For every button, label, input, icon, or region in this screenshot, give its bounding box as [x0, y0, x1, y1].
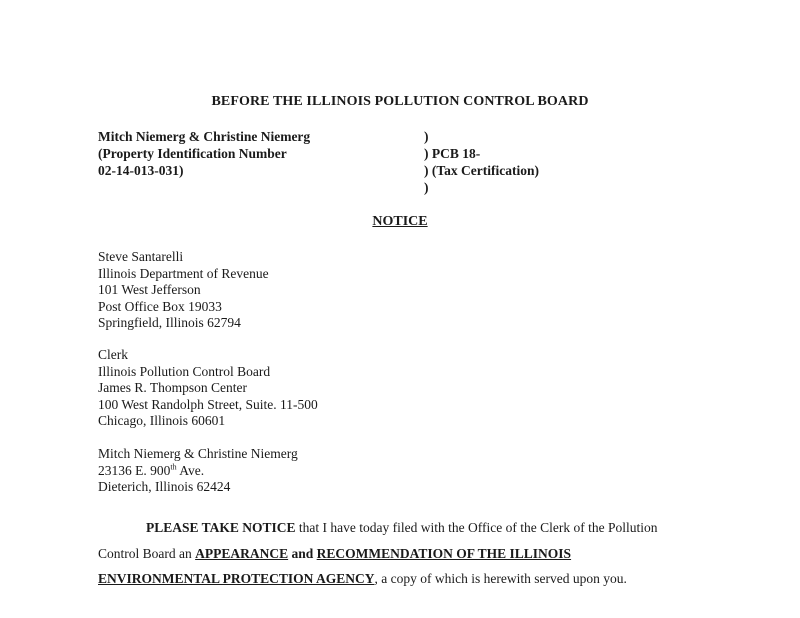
recipient-address-block — [98, 249, 269, 332]
conjunction: and — [288, 545, 317, 561]
notice-lead: PLEASE TAKE NOTICE — [146, 520, 296, 535]
address-line: 101 West Jefferson — [98, 282, 201, 298]
document-title: BEFORE THE ILLINOIS POLLUTION CONTROL BOARD — [211, 94, 589, 109]
recipient-address-block — [98, 446, 298, 496]
notice-body-paragraph — [98, 515, 657, 592]
paragraph-text: that I have today filed with the Office of the Clerk of the Pollution — [295, 520, 658, 535]
case-caption-docket — [424, 128, 539, 196]
appearance-title: APPEARANCE — [195, 545, 289, 561]
case-number: ) PCB 18- — [424, 146, 481, 161]
address-line: Steve Santarelli — [98, 249, 184, 264]
paragraph-line — [98, 566, 657, 592]
street-number: 23136 E. 900 — [98, 462, 171, 478]
caption-bracket: ) — [424, 180, 429, 195]
caption-line: Mitch Niemerg & Christine Niemerg — [98, 129, 311, 144]
address-line: Post Office Box 19033 — [98, 298, 222, 314]
case-caption-parties — [98, 128, 310, 179]
paragraph-line — [98, 541, 657, 567]
recipient-address-block — [98, 347, 318, 430]
address-line: Clerk — [98, 347, 128, 362]
address-line: Mitch Niemerg & Christine Niemerg — [98, 446, 298, 461]
paragraph-text: , a copy of which is herewith served upon you. — [374, 571, 627, 586]
paragraph-line — [98, 515, 657, 541]
address-line: Chicago, Illinois 60601 — [98, 413, 226, 429]
caption-line: (Property Identification Number — [98, 146, 287, 161]
recommendation-title: RECOMMENDATION OF THE ILLINOIS — [316, 545, 572, 561]
ordinal-suffix: th — [170, 462, 177, 472]
paragraph-text: Control Board an — [98, 545, 196, 561]
caption-bracket: ) — [424, 129, 429, 144]
agency-title: ENVIRONMENTAL PROTECTION AGENCY — [98, 571, 375, 586]
case-type: ) (Tax Certification) — [424, 163, 539, 178]
notice-heading: NOTICE — [372, 214, 428, 229]
address-line: Illinois Pollution Control Board — [98, 363, 271, 379]
street-suffix: Ave. — [176, 462, 205, 478]
address-line: Dieterich, Illinois 62424 — [98, 479, 231, 495]
address-line: Illinois Department of Revenue — [98, 265, 269, 281]
address-line: 100 West Randolph Street, Suite. 11-500 — [98, 396, 318, 412]
address-line — [98, 463, 298, 480]
address-line: Springfield, Illinois 62794 — [98, 315, 241, 331]
address-line: James R. Thompson Center — [98, 380, 247, 396]
caption-line: 02-14-013-031) — [98, 163, 184, 178]
